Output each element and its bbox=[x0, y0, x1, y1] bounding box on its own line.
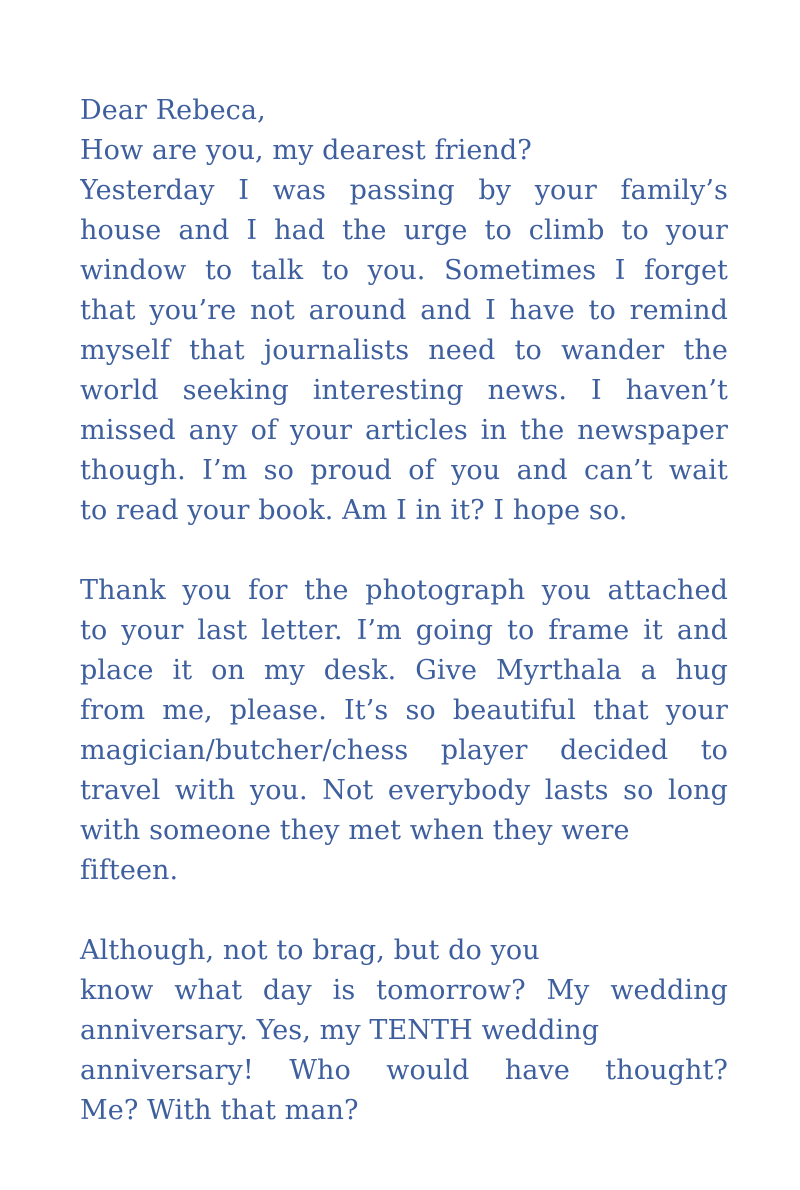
greeting-line: How are you, my dearest friend? bbox=[80, 135, 532, 166]
text-line: house and I had the urge to climb to your bbox=[80, 215, 728, 246]
text-line: anniversary. Yes, my TENTH wedding bbox=[80, 1015, 600, 1046]
paragraph-1 bbox=[80, 171, 728, 531]
text-line: world seeking interesting news. I haven’t bbox=[80, 375, 728, 406]
text-line: know what day is tomorrow? My wedding bbox=[80, 975, 728, 1006]
text-line: Me? With that man? bbox=[80, 1095, 359, 1126]
text-line: magician/butcher/chess player decided to bbox=[80, 735, 728, 766]
text-line: with someone they met when they were bbox=[80, 815, 630, 846]
text-line: fifteen. bbox=[80, 855, 179, 886]
text-line: from me, please. It’s so beautiful that your bbox=[80, 695, 728, 726]
text-line: Yesterday I was passing by your family’s bbox=[80, 175, 728, 206]
text-line: that you’re not around and I have to remind bbox=[80, 295, 728, 326]
text-line: Although, not to brag, but do you bbox=[80, 935, 540, 966]
paragraph-3 bbox=[80, 931, 728, 1131]
text-line: travel with you. Not everybody lasts so long bbox=[80, 775, 728, 806]
letter-body bbox=[80, 91, 728, 1131]
text-line: though. I’m so proud of you and can’t wait bbox=[80, 455, 728, 486]
text-line: myself that journalists need to wander the bbox=[80, 335, 728, 366]
text-line: Thank you for the photograph you attached bbox=[80, 575, 728, 606]
text-line: missed any of your articles in the newspaper bbox=[80, 415, 728, 446]
text-line: to read your book. Am I in it? I hope so. bbox=[80, 495, 628, 526]
text-line: place it on my desk. Give Myrthala a hug bbox=[80, 655, 728, 686]
paragraph-gap bbox=[80, 891, 728, 931]
text-line: anniversary! Who would have thought? bbox=[80, 1055, 728, 1086]
paragraph-gap bbox=[80, 531, 728, 571]
paragraph-2 bbox=[80, 571, 728, 891]
text-line: window to talk to you. Sometimes I forget bbox=[80, 255, 728, 286]
text-line: to your last letter. I’m going to frame it and bbox=[80, 615, 728, 646]
salutation: Dear Rebeca, bbox=[80, 95, 266, 126]
